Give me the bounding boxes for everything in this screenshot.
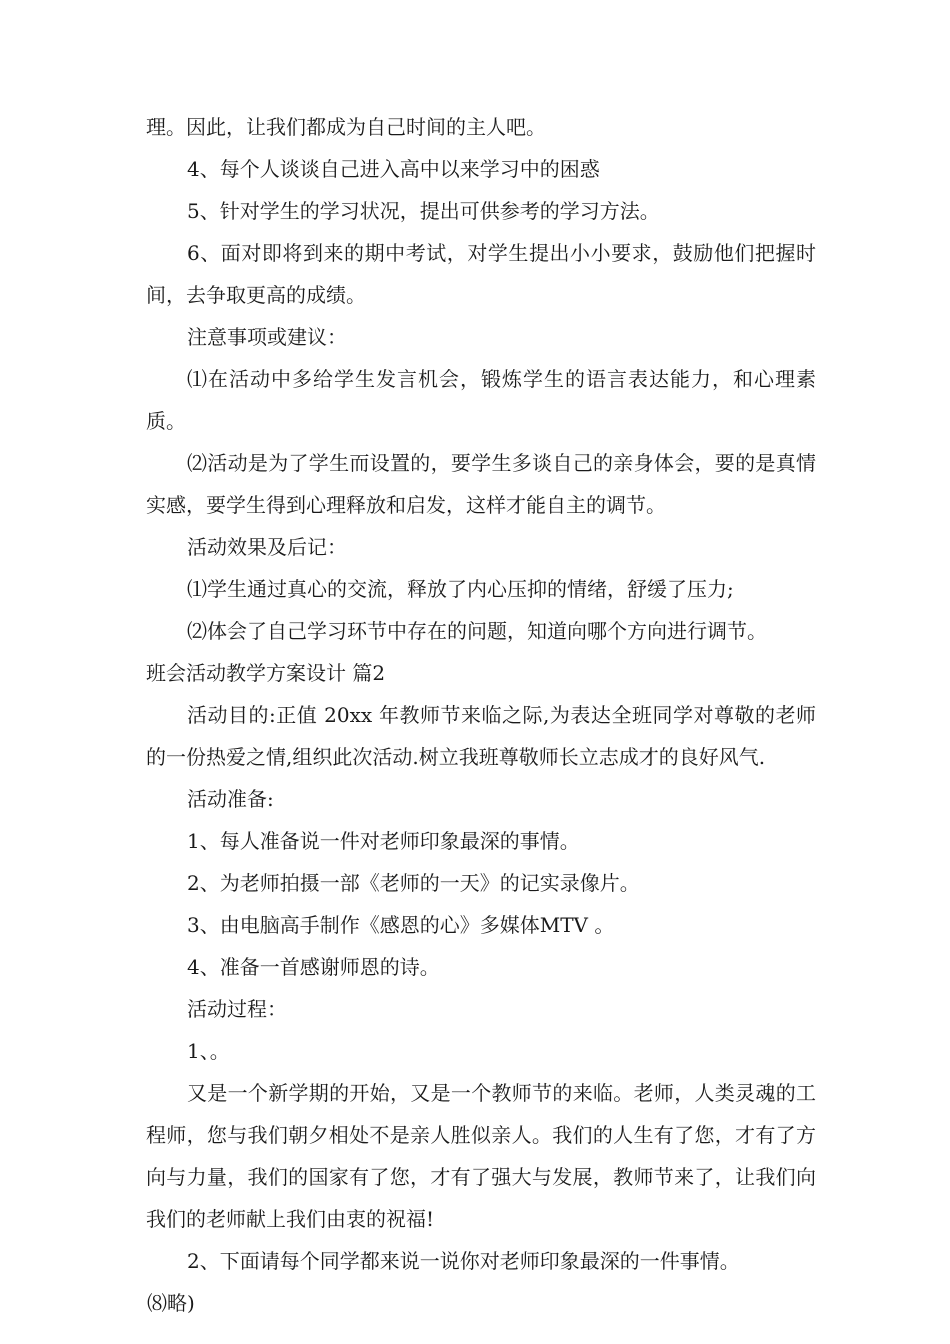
paragraph: ⑻略) (147, 1291, 195, 1315)
section-label: 活动准备: (187, 787, 274, 811)
list-item: 3、由电脑高手制作《感恩的心》多媒体MTV 。 (187, 913, 615, 937)
paragraph: 理。因此，让我们都成为自己时间的主人吧。 (146, 115, 546, 139)
paragraph: ⑴学生通过真心的交流，释放了内心压抑的情绪，舒缓了压力; (187, 577, 734, 601)
paragraph: 活动目的:正值 20xx 年教师节来临之际,为表达全班同学对尊敬的老师的一份热爱之情,组织此次活动.树立我班尊敬师长立志成才的良好风气. (146, 703, 816, 769)
paragraph: 6、面对即将到来的期中考试，对学生提出小小要求，鼓励他们把握时间，去争取更高的成绩。 (146, 241, 816, 307)
list-item: 2、为老师拍摄一部《老师的一天》的记实录像片。 (187, 871, 640, 895)
paragraph: 又是一个新学期的开始，又是一个教师节的来临。老师，人类灵魂的工程师，您与我们朝夕相处不是亲人胜似亲人。我们的人生有了您，才有了方向与力量，我们的国家有了您，才有了强大与发展，教师节来了，让我们向我们的老师献上我们由衷的祝福! (146, 1081, 816, 1231)
list-item: 4、准备一首感谢师恩的诗。 (187, 955, 440, 979)
document-body (146, 106, 816, 1324)
paragraph: ⑵活动是为了学生而设置的，要学生多谈自己的亲身体会，要的是真情实感，要学生得到心理释放和启发，这样才能自主的调节。 (146, 451, 816, 517)
section-label: 注意事项或建议： (187, 325, 347, 349)
section-label: 活动过程： (187, 997, 287, 1021)
paragraph: ⑵体会了自己学习环节中存在的问题，知道向哪个方向进行调节。 (187, 619, 767, 643)
list-item: 2、下面请每个同学都来说一说你对老师印象最深的一件事情。 (187, 1249, 740, 1273)
section-label: 活动效果及后记： (187, 535, 347, 559)
paragraph: 5、针对学生的学习状况，提出可供参考的学习方法。 (187, 199, 660, 223)
paragraph: 4、每个人谈谈自己进入高中以来学习中的困惑 (187, 157, 600, 181)
list-item: 1、。 (187, 1039, 230, 1063)
list-item: 1、每人准备说一件对老师印象最深的事情。 (187, 829, 580, 853)
section-heading: 班会活动教学方案设计 篇2 (146, 661, 386, 685)
paragraph: ⑴在活动中多给学生发言机会，锻炼学生的语言表达能力，和心理素质。 (146, 367, 816, 433)
